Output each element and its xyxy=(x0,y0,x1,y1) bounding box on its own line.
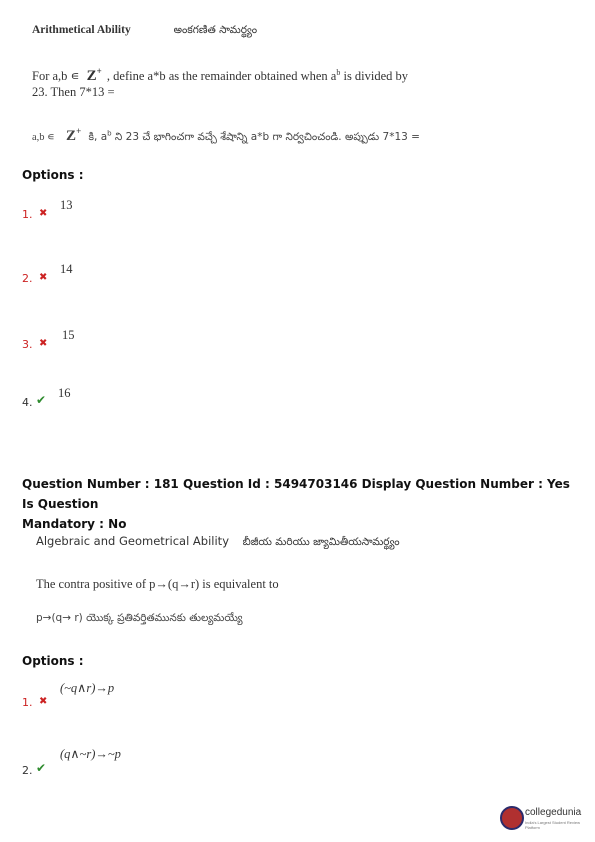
option-number: 3. xyxy=(22,338,33,351)
option-number: 4. xyxy=(22,396,33,409)
check-icon: ✔ xyxy=(36,393,47,407)
option-number: 2. xyxy=(22,272,33,285)
option-value: (~q∧r)→p xyxy=(60,681,115,695)
option-value: 14 xyxy=(60,262,73,276)
option-number: 2. xyxy=(22,764,33,777)
cross-icon: ✖ xyxy=(39,272,48,283)
options-label: Options : xyxy=(22,654,84,668)
option-value: 15 xyxy=(62,328,75,342)
cross-icon: ✖ xyxy=(39,208,48,219)
section-title-arithmetical xyxy=(32,24,257,39)
z-plus-symbol: Z+ xyxy=(86,66,102,84)
mascot-icon xyxy=(500,806,524,830)
z-plus-symbol-te: Z+ xyxy=(66,126,82,144)
option-value: 13 xyxy=(60,198,73,212)
section-title-en: Arithmetical Ability xyxy=(32,24,131,36)
collegedunia-logo xyxy=(500,802,590,832)
cross-icon: ✖ xyxy=(39,696,48,707)
section-title-algebraic xyxy=(36,534,400,551)
check-icon: ✔ xyxy=(36,761,47,775)
cross-icon: ✖ xyxy=(39,338,48,349)
option-value: 16 xyxy=(58,386,71,400)
option-number: 1. xyxy=(22,696,33,709)
section-title-te: అంకగణిత సామర్థ్యం xyxy=(173,24,258,36)
options-label: Options : xyxy=(22,168,84,182)
option-number: 1. xyxy=(22,208,33,221)
question-stem-en: The contra positive of p→(q→r) is equivalent to xyxy=(36,577,279,591)
logo-brand: collegedunia xyxy=(525,807,582,818)
question-stem-te: p→(q→ r) యొక్క ప్రతివర్తితమునకు తుల్యమయ్యే xyxy=(36,612,243,624)
question-stem-te: a,b ∊ Z+ కి, $a^b$ ని 23 చే భాగించగా వచ్చే శేషాన్ని a*b గా నిర్వచించండి. అప్పుడు 7*13 = xyxy=(32,126,420,144)
section-title-en: Algebraic and Geometrical Ability xyxy=(36,534,229,548)
question-meta: Question Number : 181 Question Id : 5494703146 Display Question Number : Yes Is Question Mandatory : No xyxy=(22,477,570,531)
question-stem-en: For a,b ∊ Z+ , define a*b as the remainder obtained when $a^b$ is divided by 23. Then 7*13 = xyxy=(32,66,409,99)
logo-tagline: India's Largest Student Review Platform xyxy=(525,820,581,830)
option-value: (q∧~r)→~p xyxy=(60,747,121,761)
section-title-te: బీజీయ మరియు జ్యామితీయసామర్థ్యం xyxy=(242,536,400,548)
